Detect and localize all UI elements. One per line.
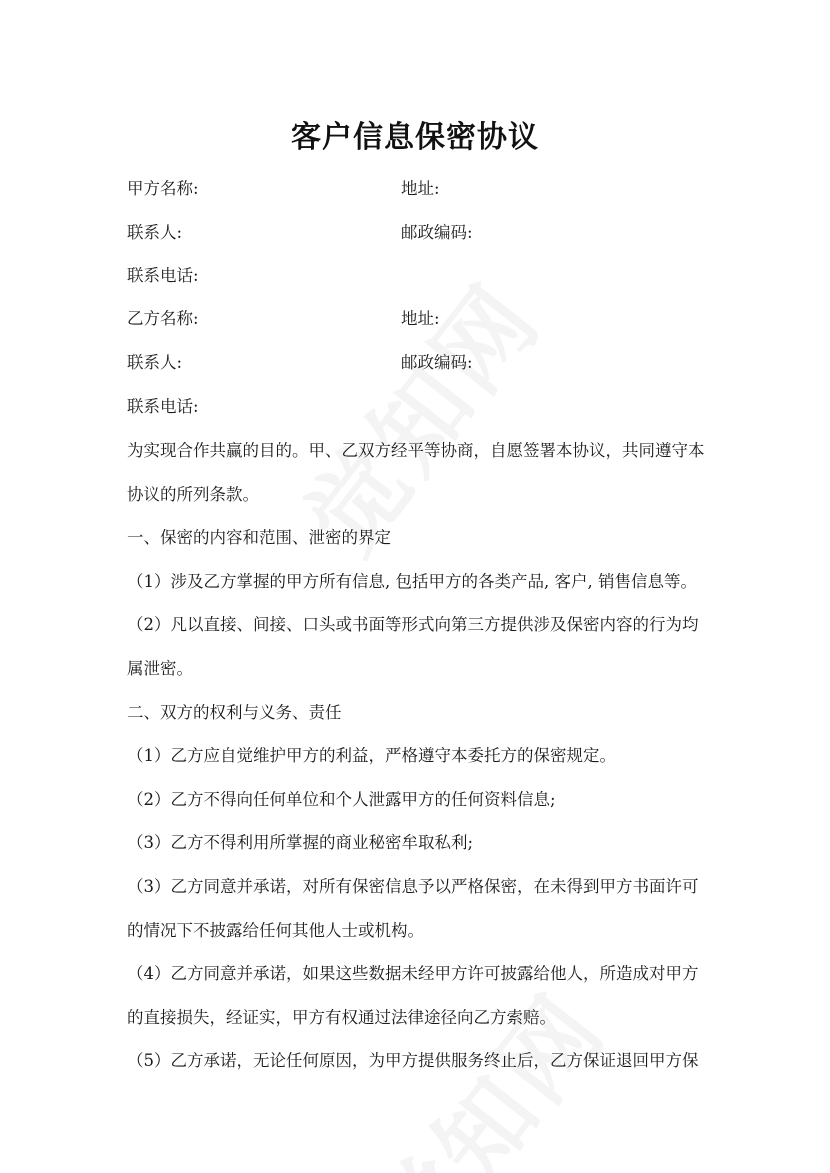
clause-text: 的直接损失，经证实，甲方有权通过法律途径向乙方索赔。: [127, 1008, 556, 1027]
intro-paragraph-line: 协议的所列条款。: [127, 485, 259, 504]
party-a-address-label: 地址:: [401, 179, 440, 198]
party-b-postcode-label: 邮政编码:: [401, 353, 473, 372]
clause-text: （4）乙方同意并承诺，如果这些数据未经甲方许可披露给他人，所造成对甲方: [127, 964, 699, 983]
party-b-address-label: 地址:: [401, 309, 440, 328]
party-b-name-label: 乙方名称:: [127, 309, 199, 328]
clause-text: （3）乙方同意并承诺，对所有保密信息予以严格保密，在未得到甲方书面许可: [127, 877, 699, 896]
clause-text: （5）乙方承诺，无论任何原因，为甲方提供服务终止后，乙方保证退回甲方保: [127, 1051, 699, 1070]
clause-text: （2）凡以直接、间接、口头或书面等形式向第三方提供涉及保密内容的行为均: [127, 615, 699, 634]
party-a-postcode-label: 邮政编码:: [401, 223, 473, 242]
intro-paragraph-line: 为实现合作共赢的目的。甲、乙双方经平等协商，自愿签署本协议，共同遵守本: [127, 441, 705, 460]
clause-text: 属泄密。: [127, 659, 193, 678]
clause-text: （1）涉及乙方掌握的甲方所有信息, 包括甲方的各类产品, 客户, 销售信息等。: [127, 572, 697, 591]
section-heading: 一、保密的内容和范围、泄密的界定: [127, 528, 391, 547]
section-heading: 二、双方的权利与义务、责任: [127, 703, 342, 722]
party-b-contact-label: 联系人:: [127, 353, 183, 372]
party-a-phone-label: 联系电话:: [127, 266, 199, 285]
clause-text: （1）乙方应自觉维护甲方的利益，严格遵守本委托方的保密规定。: [127, 746, 616, 765]
clause-text: （3）乙方不得利用所掌握的商业秘密牟取私利;: [127, 833, 474, 852]
clause-text: 的情况下不披露给任何其他人士或机构。: [127, 921, 424, 940]
clause-text: （2）乙方不得向任何单位和个人泄露甲方的任何资料信息;: [127, 790, 556, 809]
party-b-phone-label: 联系电话:: [127, 397, 199, 416]
party-a-contact-label: 联系人:: [127, 223, 183, 242]
document-title: 客户信息保密协议: [291, 120, 539, 155]
party-a-name-label: 甲方名称:: [127, 179, 199, 198]
